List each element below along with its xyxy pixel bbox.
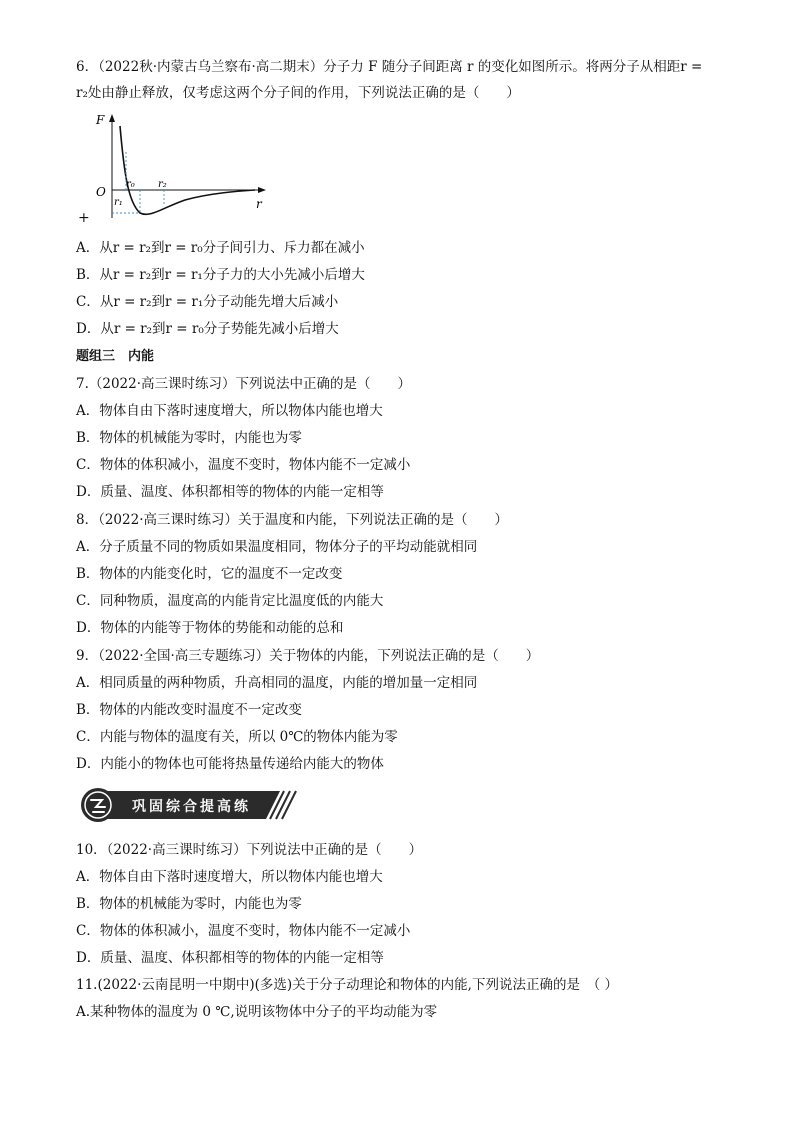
q7-option-d: D．质量、温度、体积都相等的物体的内能一定相等 [76, 484, 384, 500]
q10-option-d: D．质量、温度、体积都相等的物体的内能一定相等 [76, 950, 384, 966]
q9-option-c: C．内能与物体的温度有关，所以 0℃的物体内能为零 [76, 729, 398, 745]
q8-stem: 8．（2022·高三课时练习）关于温度和内能，下列说法正确的是（ ） [76, 512, 508, 528]
q7-option-b: B．物体的机械能为零时，内能也为零 [76, 430, 302, 446]
r1-label: r₁ [114, 197, 123, 208]
q7-option-a: A．物体自由下落时速度增大，所以物体内能也增大 [76, 403, 383, 419]
q9-option-d: D．内能小的物体也可能将热量传递给内能大的物体 [76, 756, 384, 772]
x-axis-arrow [258, 187, 266, 193]
q7-stem: 7.（2022·高三课时练习）下列说法中正确的是（ ） [76, 376, 412, 392]
q7-option-c: C．物体的体积减小，温度不变时，物体内能不一定减小 [76, 457, 411, 473]
r2-label: r₂ [158, 179, 167, 190]
banner-title: 巩固综合提高练 [132, 799, 251, 815]
q10-option-b: B．物体的机械能为零时，内能也为零 [76, 896, 302, 912]
y-axis-arrow [109, 114, 115, 122]
anchor-plus: + [78, 210, 90, 226]
q6-option-c: C．从r = r₂到r = r₁分子动能先增大后减小 [76, 294, 339, 310]
force-distance-graph [90, 112, 270, 220]
q8-option-a: A．分子质量不同的物质如果温度相同，物体分子的平均动能就相同 [76, 539, 478, 555]
q9-option-b: B．物体的内能改变时温度不一定改变 [76, 702, 302, 718]
q6-stem-line1: 6．（2022秋·内蒙古乌兰察布·高二期末）分子力 F 随分子间距离 r 的变化如图所示。将两分子从相距r = [76, 59, 703, 75]
q6-option-b: B．从r = r₂到r = r₁分子力的大小先减小后增大 [76, 267, 365, 283]
q6-option-a: A．从r = r₂到r = r₀分子间引力、斥力都在减小 [76, 240, 365, 256]
q8-option-d: D．物体的内能等于物体的势能和动能的总和 [76, 620, 344, 636]
q8-option-b: B．物体的内能变化时，它的温度不一定改变 [76, 566, 343, 582]
q9-stem: 9．（2022·全国·高三专题练习）关于物体的内能，下列说法正确的是（ ） [76, 648, 540, 664]
q6-option-d: D．从r = r₂到r = r₀分子势能先减小后增大 [76, 321, 339, 337]
q10-option-a: A．物体自由下落时速度增大，所以物体内能也增大 [76, 869, 383, 885]
force-curve [120, 126, 255, 214]
x-axis-label: r [256, 197, 262, 211]
q9-option-a: A．相同质量的两种物质，升高相同的温度，内能的增加量一定相同 [76, 675, 478, 691]
q8-option-c: C．同种物质，温度高的内能肯定比温度低的内能大 [76, 593, 384, 609]
origin-label: O [96, 185, 106, 199]
q6-stem-line2: r₂处由静止释放，仅考虑这两个分子间的作用，下列说法正确的是（ ） [76, 85, 520, 101]
y-axis-label: F [96, 113, 105, 127]
q10-option-c: C．物体的体积减小，温度不变时，物体内能不一定减小 [76, 923, 411, 939]
q11-option-a: A.某种物体的温度为 0 ℃,说明该物体中分子的平均动能为零 [76, 1004, 438, 1020]
section-banner [80, 787, 298, 823]
q10-stem: 10．（2022·高三课时练习）下列说法中正确的是（ ） [76, 842, 423, 858]
r0-label: r₀ [126, 179, 135, 190]
section-heading: 题组三 内能 [76, 349, 155, 364]
q11-stem: 11.(2022·云南昆明一中期中)(多选)关于分子动理论和物体的内能,下列说法正确的是 （ ） [76, 977, 619, 993]
